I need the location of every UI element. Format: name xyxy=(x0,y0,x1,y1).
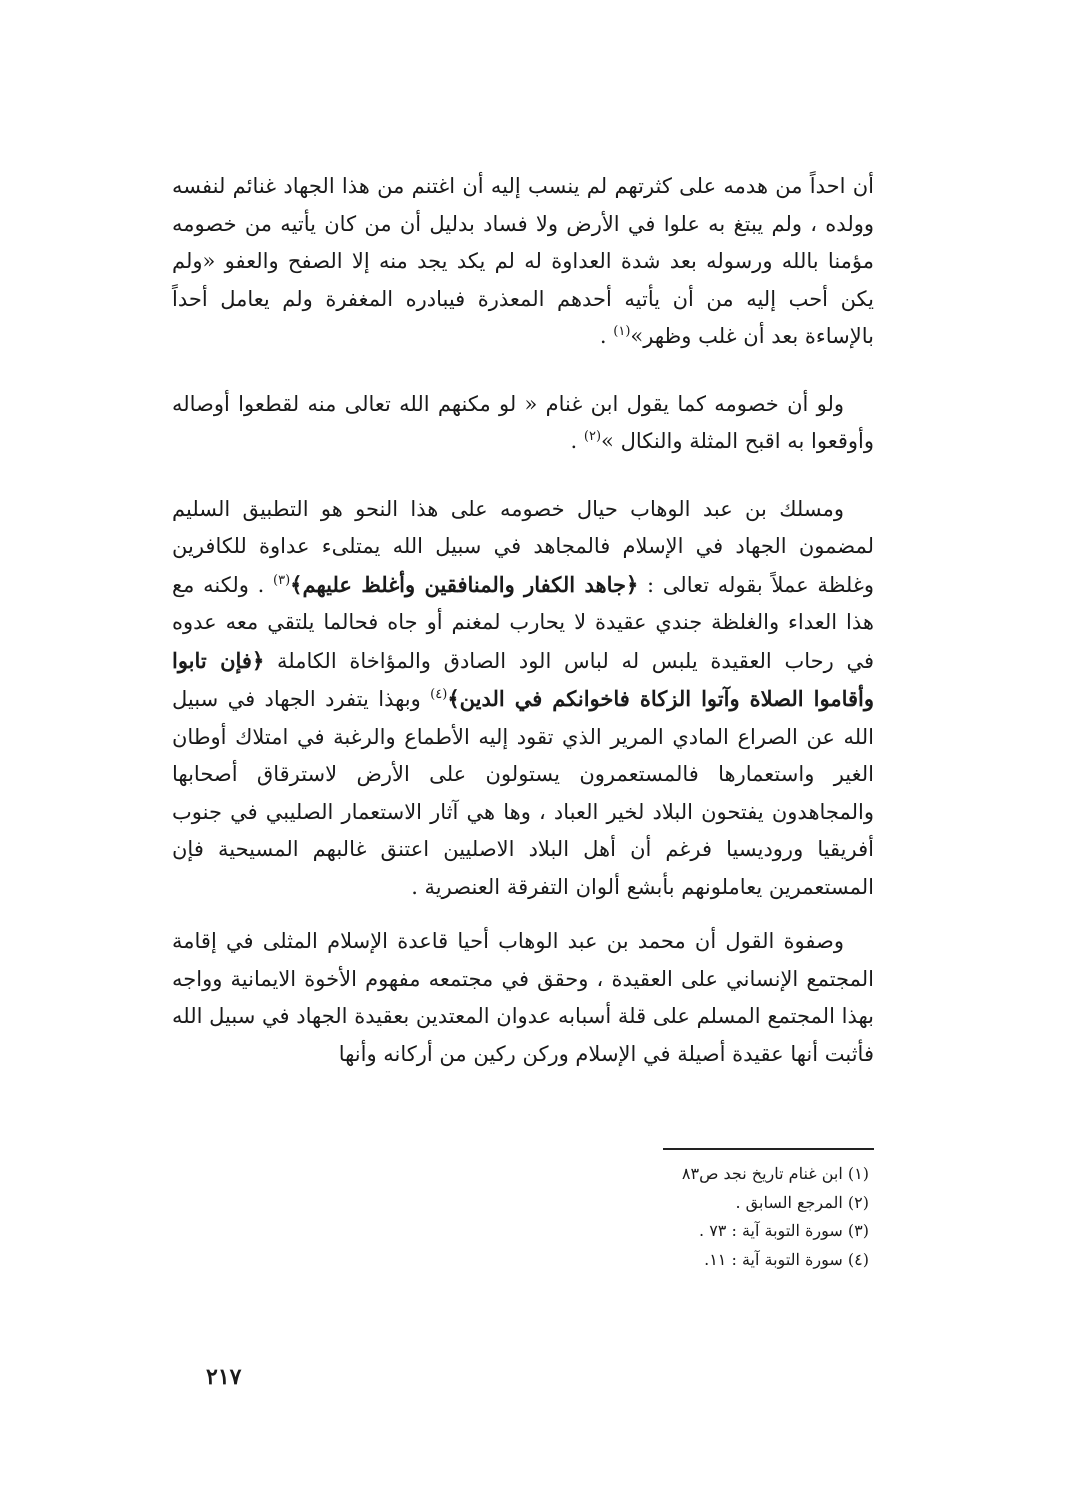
paragraph-4 xyxy=(172,923,874,1073)
paragraph-1-end: . xyxy=(599,324,614,348)
paragraph-4-text: وصفوة القول أن محمد بن عبد الوهاب أحيا قاعدة الإسلام المثلى في إقامة المجتمع الإنساني على العقيدة ، وحقق في مجتمعه مفهوم الأخوة الايمانية وواجه بهذا المجتمع المسلم على قلة أسبابه عدوان المعتدين بعقيدة الجهاد في سبيل الله فأثبت أنها عقيدة أصيلة في الإسلام وركن ركين من أركانه وأنها xyxy=(172,929,874,1066)
footnote-4: (٤) سورة التوبة آية : ١١. xyxy=(704,1249,869,1269)
footnote-1: (١) ابن غنام تاريخ نجد ص٨٣ xyxy=(681,1164,869,1183)
footnote-ref-4[interactable]: (٤) xyxy=(430,687,448,702)
quran-verse-2: ﴿فإن تابوا وأقاموا الصلاة وآتوا الزكاة فاخوانكم في الدين﴾ xyxy=(172,647,874,711)
footnotes xyxy=(489,1160,869,1274)
footnote-divider xyxy=(663,1148,874,1150)
footnote-ref-2[interactable]: (٢) xyxy=(583,429,602,444)
paragraph-1 xyxy=(172,168,874,356)
page-number: ٢١٧ xyxy=(206,1364,242,1390)
paragraph-3-text-c: وبهذا يتفرد الجهاد في سبيل الله عن الصراع المادي المرير الذي تقود إليه الأطماع والرغبة في امتلاك أوطان الغير واستعمارها فالمستعمرون يستولون على الأرض لاسترقاق أصحابها والمجاهدون يفتحون البلاد لخير العباد ، وها هي آثار الاستعمار الصليبي في جنوب أفريقيا وروديسيا فرغم أن أهل البلاد الاصليين اعتنق غالبهم المسيحية فإن المستعمرين يعاملونهم بأبشع ألوان التفرقة العنصرية . xyxy=(172,687,874,899)
footnote-2: (٢) المرجع السابق . xyxy=(735,1192,869,1212)
paragraph-3-text-a: ومسلك بن عبد الوهاب حيال خصومه على هذا النحو هو التطبيق السليم لمضمون الجهاد في الإسلام فالمجاهد في سبيل الله يمتلىء عداوة للكافرين وغلظة عملاً بقوله تعالى : xyxy=(172,496,874,597)
paragraph-2 xyxy=(172,386,874,461)
paragraph-2-end: . xyxy=(570,429,584,453)
footnote-ref-1[interactable]: (١) xyxy=(613,324,631,339)
footnote-ref-3[interactable]: (٣) xyxy=(273,572,291,588)
footnote-3: (٣) سورة التوبة آية : ٧٣ . xyxy=(699,1221,869,1240)
paragraph-2-text: ولو أن خصومه كما يقول ابن غنام « لو مكنهم الله تعالى منه لقطعوا أوصاله وأوقعوا به اقبح المثلة والنكال » xyxy=(172,391,874,453)
main-text xyxy=(172,168,874,1090)
paragraph-1-text: أن احداً من هدمه على كثرتهم لم ينسب إليه أن اغتنم من هذا الجهاد غنائم لنفسه وولده ، ولم يبتغ به علوا في الأرض ولا فساد بدليل أن من كان يأتيه من خصومه مؤمنا بالله ورسوله بعد شدة العداوة له لم يكد يجد منه إلا الصفح والعفو «ولم يكن أحب إليه من أن يأتيه أحدهم المعذرة فيبادره المغفرة ولم يعامل أحداً بالإساءة بعد أن غلب وظهر» xyxy=(172,174,874,348)
paragraph-3-text-b: . ولكنه مع هذا العداء والغلظة جندي عقيدة لا يحارب لمغنم أو جاه فحالما يلتقي معه عدوه في رحاب العقيدة يلبس له لباس الود الصادق والمؤاخاة الكاملة xyxy=(172,572,874,673)
quran-verse-1: ﴿جاهد الكفار والمنافقين وأغلظ عليهم﴾ xyxy=(290,571,639,597)
paragraph-3 xyxy=(172,491,874,907)
